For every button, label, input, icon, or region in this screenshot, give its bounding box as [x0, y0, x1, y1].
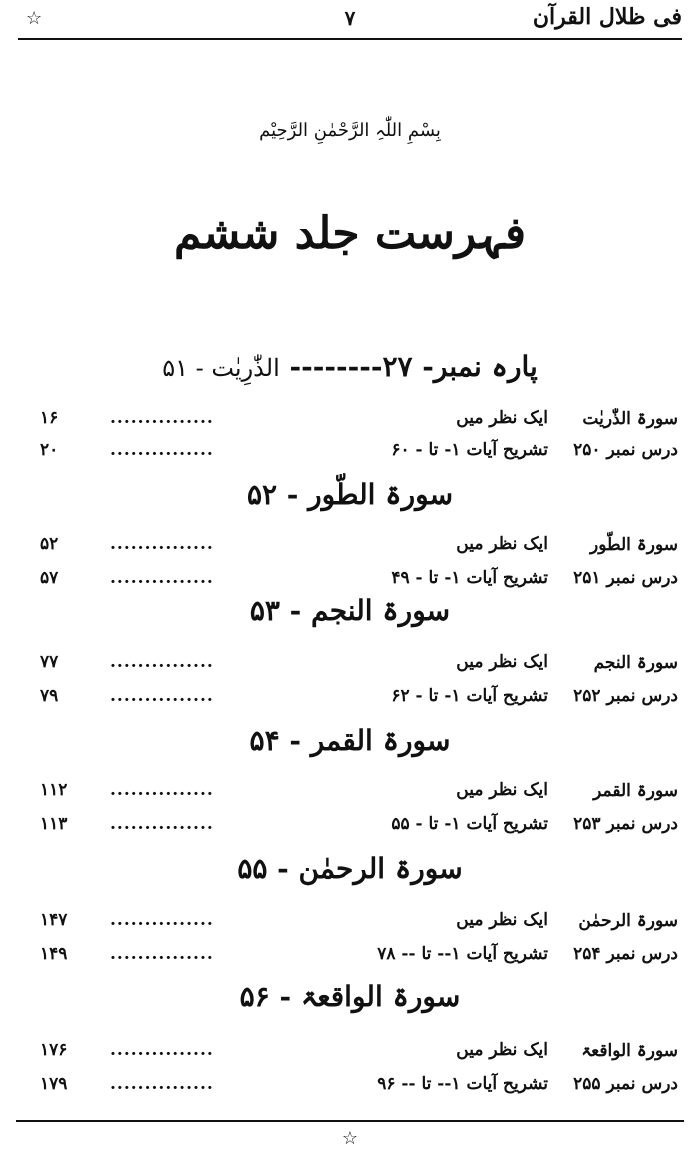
toc-page: ۷۹: [40, 686, 59, 706]
toc-desc: تشریح آیات ۱- تا - ۶۲: [391, 686, 548, 706]
section-heading: [0, 852, 700, 885]
toc-desc: تشریح آیات ۱-- تا -- ۷۸: [377, 944, 548, 964]
toc-surah: سورۃ النجم: [593, 653, 678, 673]
toc-desc: تشریح آیات ۱- تا - ۴۹: [391, 568, 548, 588]
toc-row: [40, 652, 678, 680]
section-heading-main: سورۃ الواقعۃ - ۵۶: [239, 980, 461, 1013]
toc-desc: ایک نظر میں: [456, 408, 548, 428]
toc-page: ۱۴۹: [40, 944, 68, 964]
toc-page: ۱۶: [40, 408, 59, 428]
toc-row: [40, 1074, 678, 1102]
toc-surah: درس نمبر ۲۵۵: [573, 1074, 678, 1094]
header-rule: [18, 38, 682, 40]
toc-leader-dots: ...............: [110, 1040, 214, 1060]
toc-desc: ایک نظر میں: [456, 534, 548, 554]
toc-surah: درس نمبر ۲۵۴: [573, 944, 678, 964]
toc-page: ۱۷۹: [40, 1074, 68, 1094]
toc-leader-dots: ...............: [110, 944, 214, 964]
section-heading-main: پارہ نمبر- ۲۷--------: [289, 350, 538, 383]
toc-surah: سورۃ الواقعۃ: [581, 1041, 678, 1061]
toc-surah: درس نمبر ۲۵۰: [573, 440, 678, 460]
toc-desc: تشریح آیات ۱-- تا -- ۹۶: [377, 1074, 548, 1094]
book-title: فی ظلال القرآن: [532, 4, 682, 30]
toc-page: ۵۲: [40, 534, 59, 554]
toc-leader-dots: ...............: [110, 440, 214, 460]
toc-row: [40, 944, 678, 972]
section-heading-sub: الذّٰرِیٰت - ۵۱: [162, 354, 280, 382]
toc-row: [40, 814, 678, 842]
running-header: [12, 0, 688, 40]
toc-leader-dots: ...............: [110, 652, 214, 672]
toc-page: ۵۷: [40, 568, 59, 588]
toc-row: [40, 686, 678, 714]
toc-row: [40, 440, 678, 468]
toc-desc: ایک نظر میں: [456, 652, 548, 672]
toc-page: ۲۰: [40, 440, 59, 460]
toc-leader-dots: ...............: [110, 780, 214, 800]
toc-surah: درس نمبر ۲۵۱: [573, 568, 678, 588]
toc-surah: سورۃ القمر: [593, 781, 678, 801]
toc-row: [40, 780, 678, 808]
basmala: بِسْمِ اللّٰہِ الرَّحْمٰنِ الرَّحِیْم: [259, 120, 441, 141]
toc-surah: درس نمبر ۲۵۲: [573, 686, 678, 706]
toc-page: ۱۴۷: [40, 910, 68, 930]
toc-leader-dots: ...............: [110, 1074, 214, 1094]
toc-surah: سورۃ الذّٰریٰت: [582, 409, 678, 429]
toc-row: [40, 408, 678, 436]
page-number: ۷: [344, 6, 356, 30]
toc-page: ۱۱۲: [40, 780, 68, 800]
section-heading-main: سورۃ القمر - ۵۴: [249, 724, 451, 757]
toc-desc: ایک نظر میں: [456, 780, 548, 800]
toc-desc: تشریح آیات ۱- تا - ۵۵: [391, 814, 548, 834]
star-icon: ☆: [26, 8, 43, 29]
toc-page: ۷۷: [40, 652, 59, 672]
star-icon: ☆: [341, 1128, 359, 1149]
toc-page: ۱۱۳: [40, 814, 68, 834]
toc-desc: تشریح آیات ۱- تا - ۶۰: [391, 440, 548, 460]
toc-page: ۱۷۶: [40, 1040, 68, 1060]
section-heading-main: سورۃ الطّور - ۵۲: [246, 478, 454, 511]
page-title: فہرست جلد ششم: [173, 208, 527, 259]
toc-surah: سورۃ الطّور: [590, 535, 678, 555]
section-heading: [0, 724, 700, 757]
toc-surah: سورۃ الرحمٰن: [578, 911, 678, 931]
section-heading: [0, 594, 700, 627]
toc-leader-dots: ...............: [110, 686, 214, 706]
toc-leader-dots: ...............: [110, 534, 214, 554]
toc-row: [40, 1040, 678, 1068]
toc-leader-dots: ...............: [110, 568, 214, 588]
section-heading: [0, 478, 700, 511]
toc-leader-dots: ...............: [110, 408, 214, 428]
toc-leader-dots: ...............: [110, 814, 214, 834]
footer-rule: [16, 1120, 684, 1122]
toc-row: [40, 534, 678, 562]
section-heading-main: سورۃ الرحمٰن - ۵۵: [237, 852, 463, 885]
toc-surah: درس نمبر ۲۵۳: [573, 814, 678, 834]
section-heading: [0, 980, 700, 1013]
toc-row: [40, 910, 678, 938]
toc-leader-dots: ...............: [110, 910, 214, 930]
section-heading: [0, 350, 700, 383]
toc-desc: ایک نظر میں: [456, 910, 548, 930]
toc-row: [40, 568, 678, 596]
section-heading-main: سورۃ النجم - ۵۳: [249, 594, 451, 627]
toc-desc: ایک نظر میں: [456, 1040, 548, 1060]
